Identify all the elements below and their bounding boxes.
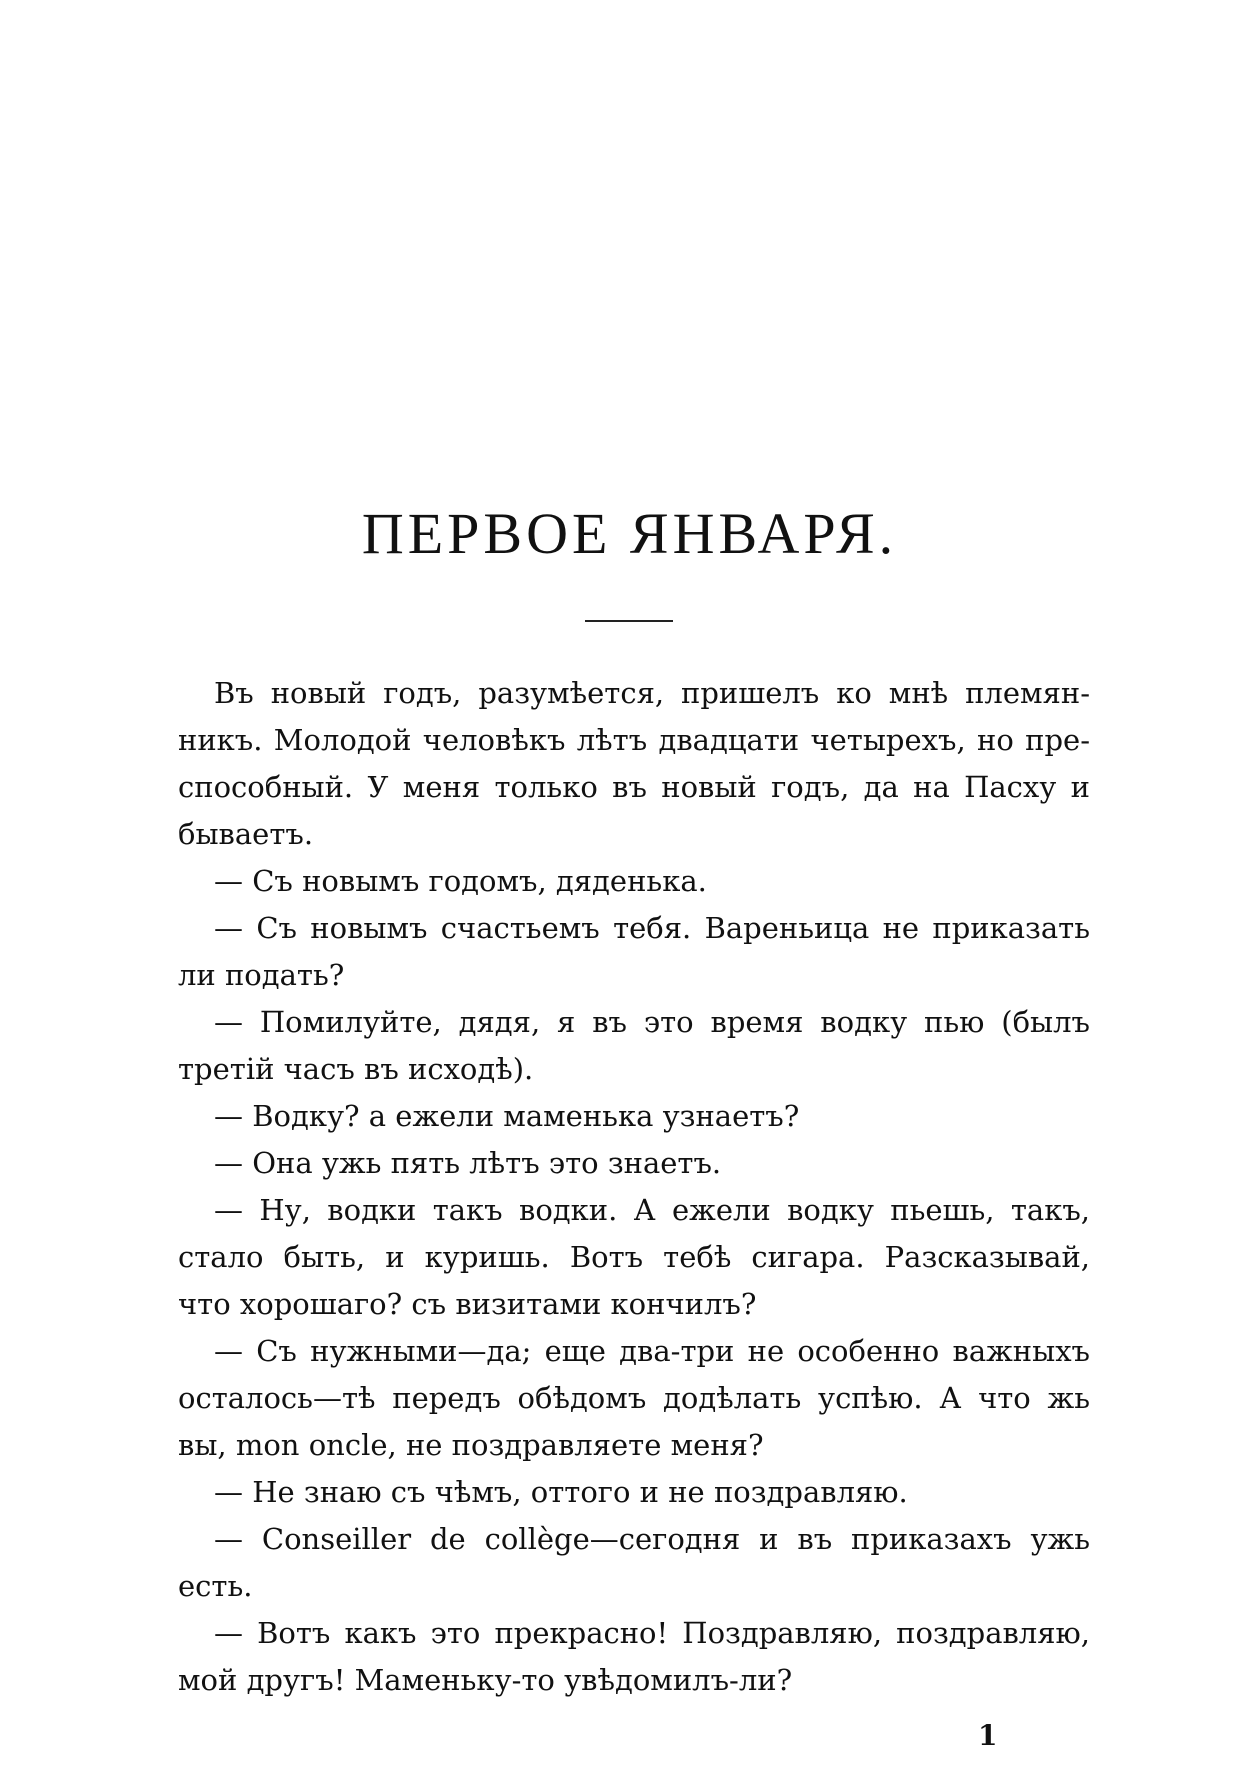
text-line: осталось—тѣ передъ обѣдомъ додѣлать успѣю. А что жь	[178, 1381, 1090, 1415]
text-line: способный. У меня только въ новый годъ, да на Пасху и	[178, 770, 1090, 804]
text-line: — Съ новымъ годомъ, дяденька.	[214, 864, 707, 898]
text-line: — Съ новымъ счастьемъ тебя. Вареньица не приказать	[214, 911, 1090, 945]
text-line: что хорошаго? съ визитами кончилъ?	[178, 1287, 757, 1321]
text-line: никъ. Молодой человѣкъ лѣтъ двадцати четырехъ, но пре-	[178, 723, 1090, 757]
text-line: — Ну, водки такъ водки. А ежели водку пьешь, такъ,	[214, 1193, 1090, 1227]
page-number: 1	[978, 1719, 998, 1752]
text-line: стало быть, и куришь. Вотъ тебѣ сигара. Разсказывай,	[178, 1240, 1090, 1274]
body-text	[178, 670, 1090, 1704]
text-line: мой другъ! Маменьку-то увѣдомилъ-ли?	[178, 1663, 793, 1697]
text-line: есть.	[178, 1569, 253, 1603]
text-line: — Conseiller de collège—сегодня и въ приказахъ ужь	[214, 1522, 1090, 1556]
text-line: ли подать?	[178, 958, 345, 992]
text-line: третій часъ въ исходѣ).	[178, 1052, 534, 1086]
text-line: — Она ужь пять лѣтъ это знаетъ.	[214, 1146, 722, 1180]
text-line: бываетъ.	[178, 817, 314, 851]
text-line: — Вотъ какъ это прекрасно! Поздравляю, поздравляю,	[214, 1616, 1090, 1650]
text-line: — Съ нужными—да; еще два-три не особенно важныхъ	[214, 1334, 1090, 1368]
text-line: — Не знаю съ чѣмъ, оттого и не поздравляю.	[214, 1475, 908, 1509]
text-line: — Водку? а ежели маменька узнаетъ?	[214, 1099, 800, 1133]
title-divider	[585, 620, 673, 622]
text-line: вы, mon oncle, не поздравляете меня?	[178, 1428, 764, 1462]
text-line: Въ новый годъ, разумѣется, пришелъ ко мнѣ племян-	[214, 676, 1090, 710]
chapter-title: ПЕРВОЕ ЯНВАРЯ.	[361, 501, 898, 566]
text-line: — Помилуйте, дядя, я въ это время водку пью (былъ	[214, 1005, 1090, 1039]
